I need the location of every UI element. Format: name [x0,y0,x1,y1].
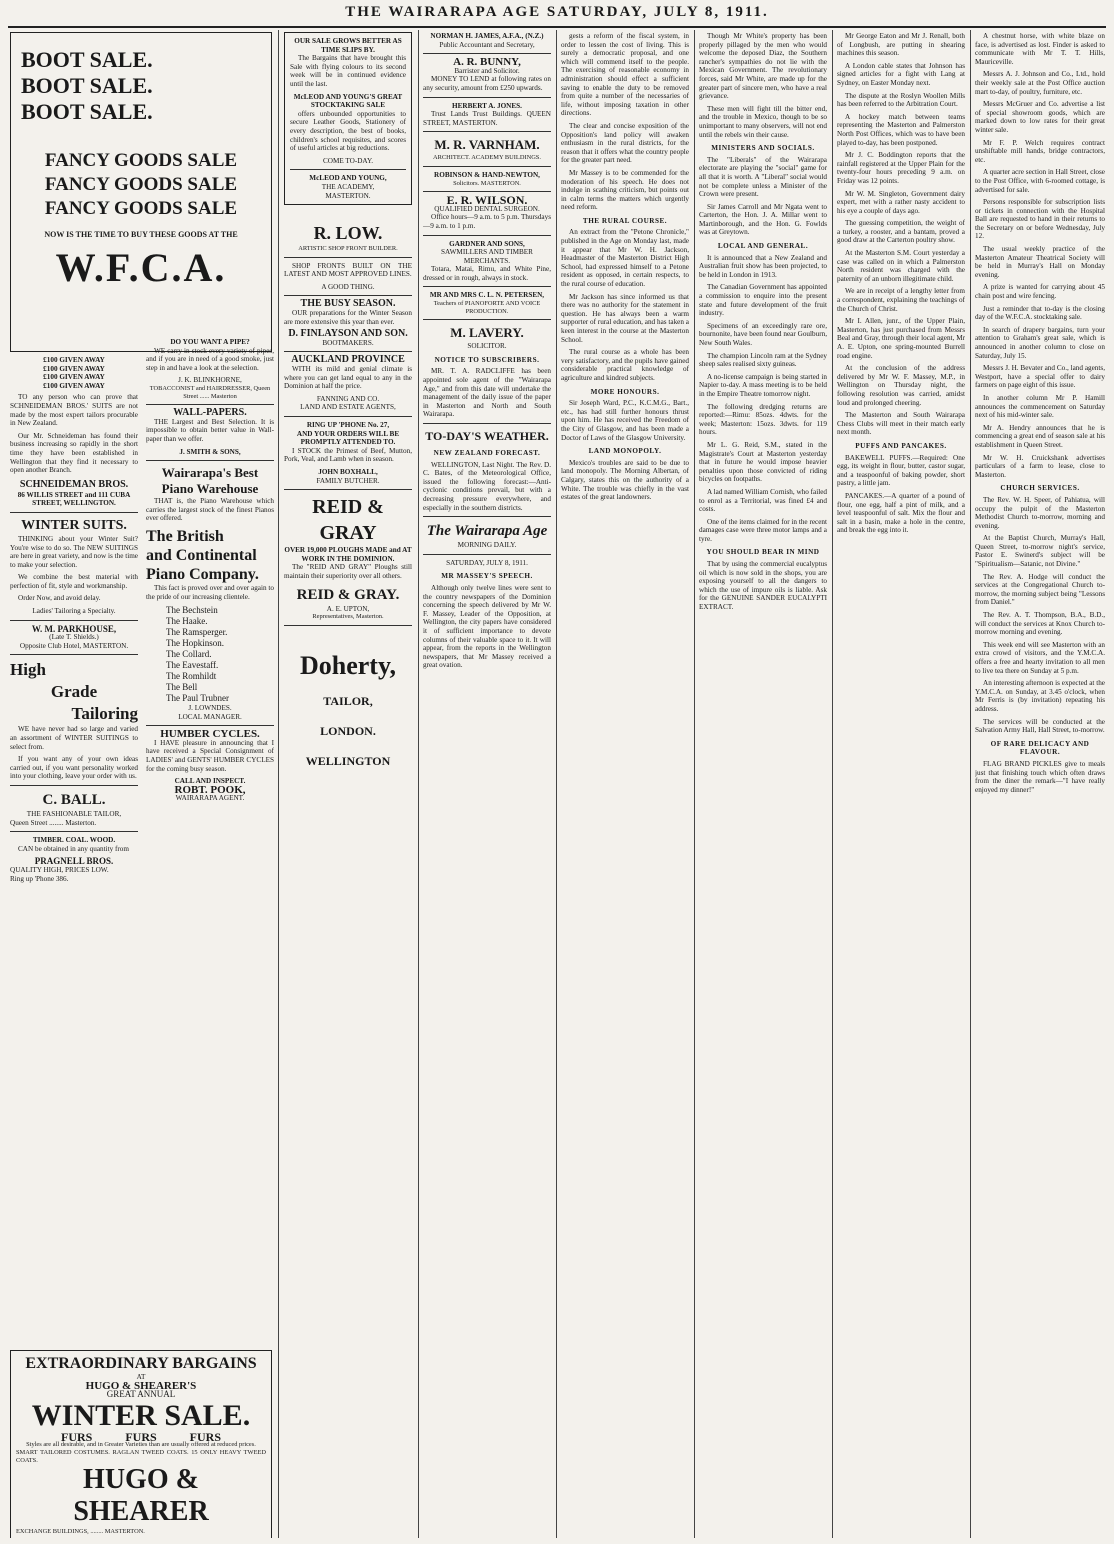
petersen-name: MR AND MRS C. L. N. PETERSEN, [429,291,545,300]
schneideman-text: TO any person who can prove that SCHNEIDEMAN BROS.' SUITS are not made by the most expert tailors procurable in New Zealand. [10,393,138,428]
giveaway-4: £100 GIVEN AWAY [43,381,105,390]
high-word: High [10,660,46,680]
notice-heading: NOTICE TO SUBSCRIBERS. [434,355,540,364]
column-divider [970,30,971,1538]
ministers-heading: MINISTERS AND SOCIALS. [711,144,815,153]
column-8: A chestnut horse, with white blaze on face, is advertised as lost. Finder is asked to communicate with Mr T. T. Hills, Mauriceville. Messrs A. J. Johnson and Co., Ltd., hold their weekly sale at the Post Office auction mart to-day, of poultry, furniture, etc. Messrs McGruer and Co. advertise a list of special showroom goods, which are marked down to low rates for their great winter sale. Mr F. P. Welch requires contract unshiftable mill hands, bridge contractors, etc. A quarter acre section in Hall Street, close to the Post Office, with 6-roomed cottage, is advertised for sale. Persons responsible for subscription lists or tickets in connection with the Hospital Ball are requested to hand in their returns to the Secretary on or before Wednesday, July 12. The usual weekly practice of the Masterton Amateur Theatrical Society will be held in Murray's Hall on Monday evening. A prize is wanted for carrying about 45 chain post and wire fencing. Just a reminder that to-day is the closing day of the W.F.C.A. stocktaking sale. In search of drapery bargains, turn your attention to Graham's great sale, which is announced in another column to close on Saturday, July 15. Messrs J. H. Bevater and Co., land agents, Westport, have a special offer to dairy farmers on page eight of this issue. In another column Mr P. Hamill announces the commencement on Saturday next of his mid-winter sale. Mr A. Hendry announces that he is commencing a great end of season sale at his establishment in Queen Street. Mr W. H. Cruickshank advertises particulars of a farm to lease, close to Masterton. CHURCH SERVICES. The Rev. W. H. Speer, of Pahiatua, will occupy the pulpit of the Masterton Methodist Church to-morrow, morning and evening. At the Baptist Church, Murray's Hall, Queen Street, to-morrow night's service, Pastor E. Swinerd's subject will be "Spiritualism—Satanic, not Divine." The Rev. A. Hodge will conduct the services at the Congregational Church to-morrow, the morning subject being "Lessons from Daniel." The Rev. A. T. Thompson, B.A., B.D., will conduct the services at Knox Church to-morrow morning and evening. This week end will see Masterton with an extra crowd of visitors, and the Y.M.C.A. offers a free and hearty invitation to all men to live tea there on Sunday at 5 p.m. An interesting afternoon is expected at the Y.M.C.A. on Sunday, at 3.45 o'clock, when Mr Ferris is (by invitation) repeating his address. The services will be conducted at the Salvation Army Hall, Hall Street, to-morrow. OF RARE DELICACY AND FLAVOUR. FLAG BRAND PICKLES give to meals just that finishing touch which often draws from the diner the remark—"I have really enjoyed my dinner!" [975,32,1105,794]
col1-left: £100 GIVEN AWAY £100 GIVEN AWAY £100 GIVEN AWAY £100 GIVEN AWAY TO any person who can prove that SCHNEIDEMAN BROS.' SUITS are not made by the most expert tailors procurable in New Zealand. Our Mr. Schneideman has found their business increasing so rapidly in the short time they have been established in Wellington that they find it necessary to open another Branch. SCHNEIDEMAN BROS. 86 WILLIS STREET and 111 CUBA STREET, WELLINGTON. WINTER SUITS. THINKING about your Winter Suit? You're wise to do so. The NEW SUITINGS are here in great variety, and now is the time to make your selection. We combine the best material with perfection of fit, style and workmanship. Order Now, and avoid delay. Ladies' Tailoring a Specialty. W. M. PARKHOUSE, (Late T. Shields.) Opposite Club Hotel, MASTERTON. High Grade Tailoring WE have never had so large and varied an assortment of WINTER SUITINGS to select from. If you want any of your own ideas carried out, if you want personality worked into your clothing, leave your order with us. C. BALL. THE FASHIONABLE TAILOR, Queen Street ........ Masterton. TIMBER. COAL. WOOD. CAN be obtained in any quantity from PRAGNELL BROS. QUALITY HIGH, PRICES LOW. Ring up 'Phone 386. [10,356,138,883]
ring-phone: RING UP 'PHONE No. 27, [306,421,390,429]
parkhouse-sub: (Late T. Shields.) [49,633,99,642]
doherty-name: Doherty, [299,650,397,680]
column-2: DO YOU WANT A PIPE? WE carry in stock every variety of pipes, and if you are in need of a good smoke, just step in and have a look at the selection. J. K. BLINKHORNE, TOBACCONIST and HAIRDRESSER, Queen Street ...... Masterton WALL-PAPERS. THE Largest and Best Selection. It is impossible to obtain better value in Wall-paper than we offer. J. SMITH & SONS, Wairarapa's Best Piano Warehouse THAT is, the Piano Warehouse which carries the largest stock of the finest Pianos ever offered. The British and Continental Piano Company. This fact is proved over and over again to the pride of our increasing clientele. The Bechstein The Haake. The Ramsperger. The Hopkinson. The Collard. The Eavestaff. The Romhildt The Bell The Paul Trubner J. LOWNDES. LOCAL MANAGER. HUMBER CYCLES. I HAVE pleasure in announcing that I have received a Special Consignment of LADIES' and GENTS' HUMBER CYCLES for the coming busy season. CALL AND INSPECT. ROBT. POOK, WAIRARAPA AGENT. [146,338,274,803]
schneideman-name: SCHNEIDEMAN BROS. [19,478,129,490]
parkhouse-addr: Opposite Club Hotel, MASTERTON. [19,641,129,650]
weather-heading: TO-DAY'S WEATHER. [425,429,549,443]
boot-sale-1: BOOT SALE. [21,47,153,72]
column-divider [418,30,419,1538]
piano-list-item: The Ramsperger. [166,627,228,638]
winter-suits-heading: WINTER SUITS. [21,517,127,533]
mcleod-heading: McLEOD AND YOUNG'S GREAT STOCKTAKING SALE [293,92,403,110]
mcleod-town: MASTERTON. [325,191,371,200]
reid-gray-1: REID & GRAY [312,496,384,545]
parkhouse-name: W. M. PARKHOUSE, [31,623,117,634]
auckland-heading: AUCKLAND PROVINCE [291,354,405,366]
academy: THE ACADEMY, [321,182,375,191]
giveaway-3: £100 GIVEN AWAY [43,373,105,382]
fanning-name: FANNING AND CO. [316,394,380,403]
call-inspect: CALL AND INSPECT. [174,777,246,786]
column-divider [556,30,557,1538]
furs-line: FURS FURS FURS [60,1429,221,1444]
at-text: AT [136,1373,146,1381]
mcleod-advert: OUR SALE GROWS BETTER AS TIME SLIPS BY. The Bargains that have brought this Sale with flying colours to its second week will be in continued evidence until the last. McLEOD AND YOUNG'S GREAT STOCKTAKING SALE offers unbounded opportunities to secure Leather Goods, Stationery of every description, the best of books, children's school requisites, and scores of useful articles at big reductions. COME TO-DAY. McLEOD AND YOUNG, THE ACADEMY, MASTERTON. [284,32,412,205]
column-4: NORMAN H. JAMES, A.F.A., (N.Z.) Public Accountant and Secretary, A. R. BUNNY, Barrister and Solicitor. MONEY TO LEND at following rates on any security, amount from £250 upwards. HERBERT A. JONES. Trust Lands Trust Buildings. QUEEN STREET, MASTERTON. M. R. VARNHAM. ARCHITECT. ACADEMY BUILDINGS. ROBINSON & HAND-NEWTON, Solicitors. MASTERTON. E. R. WILSON. QUALIFIED DENTAL SURGEON. Office hours—9 a.m. to 5 p.m. Thursdays—9 a.m. to 1 p.m. GARDNER AND SONS, SAWMILLERS AND TIMBER MERCHANTS. Totara, Matai, Rimu, and White Pine, dressed or in rough, always in stock. MR AND MRS C. L. N. PETERSEN, Teachers of PIANOFORTE AND VOICE PRODUCTION. M. LAVERY. SOLICITOR. NOTICE TO SUBSCRIBERS. MR. T. A. RADCLIFFE has been appointed sole agent of the "Wairarapa Age," and from this date will undertake the management of the daily issue of the paper in Masterton and North and South Wairarapa. TO-DAY'S WEATHER. NEW ZEALAND FORECAST. WELLINGTON, Last Night. The Rev. D. C. Bates, of the Meteorological Office, issued the following forecast:—Anti-cyclonic conditions prevail, but with a decreasing pressure everywhere, and especially in the southern districts. The Wairarapa Age MORNING DAILY. SATURDAY, JULY 8, 1911. MR MASSEY'S SPEECH. Although only twelve lines were sent to the country newspapers of the Dominion concerning the speech delivered by Mr W. F. Massey, Leader of the Opposition, at Wellington, the city papers have considered it of sufficient importance to devote columns of their valuable space to it. It will appear, from the reports in the Wellington newspapers, that Mr Massey received a great ovation. [423,32,551,670]
piano-list [166,605,274,704]
land-monopoly-heading: LAND MONOPOLY. [588,447,662,456]
jsmith-name: J. SMITH & SONS, [179,447,241,456]
doherty-wellington: WELLINGTON [305,753,391,768]
upton-sub: Representatives, Masterton. [312,613,384,621]
wairarapa-best: Wairarapa's Best [161,465,259,481]
piano-list-item: The Romhildt [166,671,217,682]
giveaway-1: £100 GIVEN AWAY [43,356,105,364]
mcleod-name: McLEOD AND YOUNG, [309,174,387,183]
pook-name: ROBT. POOK, [174,783,246,796]
finlayson-name: D. FINLAYSON AND SON. [288,328,408,340]
exchange-text: EXCHANGE BUILDINGS, ........ MASTERTON. [16,1528,145,1536]
buy-now-text: NOW IS THE TIME TO BUY THESE GOODS AT THE [44,230,238,239]
tailoring-word: Tailoring [71,704,138,724]
saturday-date: SATURDAY, JULY 8, 1911. [446,558,528,567]
rural-heading: THE RURAL COURSE. [582,216,668,225]
piano-list-item: The Eavestaff. [166,660,219,671]
puffs-heading: PUFFS AND PANCAKES. [855,441,947,450]
our-sale: OUR SALE GROWS BETTER AS TIME SLIPS BY. [294,37,402,54]
pragnell-name: PRAGNELL BROS. [34,856,114,867]
piano-list-item: The Collard. [166,649,212,660]
gardner-name: GARDNER AND SONS, [449,239,525,248]
orders-text: AND YOUR ORDERS WILL BE PROMPTLY ATTENDED TO. [296,429,400,447]
family-butcher: FAMILY BUTCHER. [316,476,380,485]
blinkhorne-name: J. K. BLINKHORNE, [178,376,242,385]
upton-name: A. E. UPTON, [326,604,370,613]
column-divider [694,30,695,1538]
masthead: THE WAIRARAPA AGE SATURDAY, JULY 8, 1911. [345,4,769,20]
wfca-advert [10,32,272,352]
fancy-goods-2: FANCY GOODS SALE [44,174,238,195]
winter-sale-heading: WINTER SALE. [31,1398,251,1432]
hugo-shearer-advert: EXTRAORDINARY BARGAINS AT HUGO & SHEARER'S GREAT ANNUAL WINTER SALE. FURS FURS FURS Styles are all desirable, and in Greater Varieties than are usually offered at reduced prices. SMART TAILORED COSTUMES. RAGLAN TWEED COATS. 15 ONLY HEAVY TWEED COATS. HUGO & SHEARER EXCHANGE BUILDINGS, ........ MASTERTON. [10,1350,272,1538]
fancy-goods-1: FANCY GOODS SALE [44,150,238,171]
humber-heading: HUMBER CYCLES. [160,728,260,741]
continental-heading: and Continental [146,546,257,564]
column-7: Mr George Eaton and Mr J. Renall, both of Longbush, are putting in shearing machines this season. A London cable states that Johnson has signed articles for a fight with Lang at Sydney, on Easter Monday next. The dispute at the Roslyn Woollen Mills has been referred to the Arbitration Court. A hockey match between teams representing the Masterton and Palmerston North Post Offices, which was to have been played to-day, has been postponed. Mr J. C. Boddington reports that the rainfall registered at the Upper Plain for the twenty-four hours preceding 9 a.m. on Friday was 12 points. Mr W. M. Singleton, Government dairy expert, met with a rather nasty accident to his eye a couple of days ago. The guessing competition, the weight of a turkey, a rooster, and a bantam, proved a good draw at the Carterton poultry show. At the Masterton S.M. Court yesterday a case was called on in which a Palmerston North resident was charged with the paternity of an unborn illegitimate child. We are in receipt of a lengthy letter from a correspondent, explaining the teachings of the Church of Christ. Mr I. Allen, junr., of the Upper Plain, Masterton, has just purchased from Messrs Beal and Gray, through their local agent, Mr A. E. Upton, one spring-mounted Burrell road engine. At the conclusion of the address delivered by Mr W. F. Massey, M.P., in Wellington on Thursday night, the following resolution was carried, amidst loud and prolonged cheering. The Masterton and South Wairarapa Chess Clubs will meet in their match early next month. PUFFS AND PANCAKES. BAKEWELL PUFFS.—Required: One egg, its weight in flour, butter, castor sugar, and a teaspoonful of baking powder, short pastry, a little jam. PANCAKES.—A quarter of a pound of flour, one egg, half a pint of milk, and a level teaspoonful of salt. Mix the flour and salt in a basin, make a hole in the centre, and break the egg into it. [837,32,965,535]
varnham-name: M. R. VARNHAM. [434,137,540,153]
extraordinary-bargains: EXTRAORDINARY BARGAINS [25,1355,257,1372]
lavery-name: M. LAVERY. [450,325,524,341]
nz-forecast: NEW ZEALAND FORECAST. [433,449,541,457]
schneideman-addr: 86 WILLIS STREET and 111 CUBA STREET, WELLINGTON. [17,490,131,508]
tailoring-text: WE have never had so large and varied an assortment of WINTER SUITINGS to select from. [10,725,138,751]
piano-list-item: The Paul Trubner [166,693,229,704]
rlow-sub: ARTISTIC SHOP FRONT BUILDER. [298,245,398,253]
piano-list-item: The Bechstein [166,605,218,616]
rare-heading: OF RARE DELICACY AND FLAVOUR. [990,739,1090,757]
busy-season: THE BUSY SEASON. [300,298,396,310]
shop-fronts: SHOP FRONTS BUILT ON THE LATEST AND MOST APPROVED LINES. [284,261,412,279]
jones-name: HERBERT A. JONES. [452,101,522,110]
dental-text: QUALIFIED DENTAL SURGEON. [434,204,540,213]
quality-text: QUALITY HIGH, PRICES LOW. [10,865,109,874]
lowndes-name: J. LOWNDES. [188,704,232,713]
ladies-text: Ladies' Tailoring a Specialty. [32,607,116,616]
bunny-sub: Barrister and Solicitor. [454,66,520,75]
local-heading: LOCAL AND GENERAL. [717,242,809,251]
doherty-tailor: TAILOR, [323,693,373,708]
pipe-heading: DO YOU WANT A PIPE? [170,338,250,346]
boxhall-name: JOHN BOXHALL, [318,467,378,476]
sawmillers: SAWMILLERS AND TIMBER MERCHANTS. [441,248,533,265]
giveaway-2: £100 GIVEN AWAY [43,364,105,373]
timber-heading: TIMBER. COAL. WOOD. [32,836,116,845]
bargains-text: The Bargains that have brought this Sale with flying colours to its second week will be in continued evidence until the last. [290,54,406,88]
bootmakers: BOOTMAKERS. [322,338,374,347]
ploughs-text: OVER 19,000 PLOUGHS MADE and AT WORK IN THE DOMINION. [284,546,412,563]
cball-name: C. BALL. [42,792,106,808]
piano-list-item: The Bell [166,682,198,693]
james-sub: Public Accountant and Secretary, [439,40,535,49]
wairarapa-age-logo: The Wairarapa Age [426,523,548,540]
british-heading: The British [146,527,224,545]
robinson-name: ROBINSON & HAND-NEWTON, [434,170,540,179]
column-5: gests a reform of the fiscal system, in order to lessen the cost of living. This is surely a democratic proposal, and one which will commend itself to the people. The exercising of reasonable economy in administration should effect a sufficient saving to enable the duty to be removed from quite a number of the necessaries of life, without imposing taxation in other directions. The clear and concise exposition of the Opposition's land policy will awaken enthusiasm in the rural districts, for the reason that it offers what the country people for the greater part need. Mr Massey is to be commended for the moderation of his speech. He does not indulge in scathing criticism, but points out in calm terms the matters which urgently need reform. THE RURAL COURSE. An extract from the "Petone Chronicle," published in the Age on Monday last, made it appear that Mr W. H. Jackson, Headmaster of the Masterton District High School, had expressed himself to a Petone resident as opposed, in certain respects, to the rural course of education. Mr Jackson has since informed us that there was no authority for the statement in question. He has always been a warm supporter of rural education, and has taken a keen interest in the course at the Masterton School. The rural course as a whole has been very satisfactory, and the pupils have gained considerable practical knowledge of agriculture and kindred subjects. MORE HONOURS. Sir Joseph Ward, P.C., K.C.M.G., Bart., etc., has had still further honours thrust upon him. He has received the Freedom of the City of Glasgow, and has been made a Doctor of Laws of the Glasgow University. LAND MONOPOLY. Mexico's troubles are said to be due to land monopoly. The Morning Albertan, of Calgary, states this on the authority of a White. The trouble was chiefly in the vast estates of the great landowners. [561,32,689,502]
good-thing: A GOOD THING. [321,282,375,291]
great-annual: GREAT ANNUAL [106,1389,176,1400]
massey-heading: MR MASSEY'S SPEECH. [441,572,533,581]
land-agents: LAND AND ESTATE AGENTS, [300,403,396,412]
rlow-name: R. LOW. [313,223,383,244]
wfca-logo: W.F.C.A. [55,244,227,290]
bunny-name: A. R. BUNNY, [453,56,521,69]
column-divider [832,30,833,1538]
piano-list-item: The Haake. [166,616,208,627]
top-rule [8,26,1106,28]
column-6: Though Mr White's property has been properly pillaged by the men who would welcome the deposed Diaz, the Southern rancher's sympathies do not lie with the Mexican Government. The revolutionary forces, said Mr White, are made up for the greater part of sincere men, who have a real grievance. These men will fight till the bitter end, and the trouble in Mexico, though to be so unimportant to many observers, will not end until the rebels win their cause. MINISTERS AND SOCIALS. The "Liberals" of the Wairarapa electorate are playing the "social" game for all that it is worth. A "Liberal" social would not be complete unless a Minister of the Crown were present. Sir James Carroll and Mr Ngata went to Carterton, the Hon. J. A. Millar went to Martinborough, and the Hon. G. Fowlds was at Greytown. LOCAL AND GENERAL. It is announced that a New Zealand and Australian fruit show has been projected, to be held in London in 1913. The Canadian Government has appointed a commission to enquire into the present state and future development of the fruit industry. Specimens of an exceedingly rare ore, bournonite, have been found near Goulburn, New South Wales. The champion Lincoln ram at the Sydney sheep sales realised sixty guineas. A no-license campaign is being started in Napier to-day. A mass meeting is to be held in the Empire Theatre tomorrow night. The following dredging returns are reported:—Rimu: 85ozs. 4dwts. for the week; Masterton: 15ozs. 3dwts. for 119 hours. Mr L. G. Reid, S.M., stated in the Magistrate's Court at Masterton yesterday that in future he would impose heavier penalties upon those convicted of riding bicycles on footpaths. A lad named William Cornish, who failed to enrol as a Territorial, was fined £4 and costs. One of the items claimed for in the recent damages case were three motor lamps and a tyre. YOU SHOULD BEAR IN MIND That by using the commercial eucalyptus oil which is now sold in the shops, you are exposing yourself to all the dangers to which the use of impure oils is liable. Ask for the GENUINE SANDER EUCALYPTI EXTRACT. [699,32,827,612]
wallpapers-heading: WALL-PAPERS. [173,407,247,419]
honours-heading: MORE HONOURS. [590,387,660,396]
morning-daily: MORNING DAILY. [457,541,517,550]
church-heading: CHURCH SERVICES. [1000,484,1080,493]
ring-text: Ring up 'Phone 386. [10,874,69,883]
come-today: COME TO-DAY. [322,156,374,165]
piano-warehouse: Piano Warehouse [161,481,259,497]
piano-list-item: The Hopkinson. [166,638,224,649]
cball-sub: THE FASHIONABLE TAILOR, [26,810,122,818]
piano-company-heading: Piano Company. [146,565,259,583]
hugo-big-logo: HUGO & SHEARER [73,1464,209,1528]
grade-word: Grade [50,682,98,702]
column-divider [278,30,279,1538]
doherty-london: LONDON. [320,723,376,738]
boot-sale-3: BOOT SALE. [21,99,153,124]
reid-gray-2: REID & GRAY. [296,586,400,603]
cball-addr: Queen Street ........ Masterton. [10,818,97,827]
pook-addr: WAIRARAPA AGENT. [175,794,245,803]
fancy-goods-3: FANCY GOODS SALE [44,198,238,219]
lavery-sub: SOLICITOR. [467,342,507,351]
column-3: OUR SALE GROWS BETTER AS TIME SLIPS BY. The Bargains that have brought this Sale with flying colours to its second week will be in continued evidence until the last. McLEOD AND YOUNG'S GREAT STOCKTAKING SALE offers unbounded opportunities to secure Leather Goods, Stationery of every description, the best of books, children's school requisites, and scores of useful articles at big reductions. COME TO-DAY. McLEOD AND YOUNG, THE ACADEMY, MASTERTON. R. LOW. ARTISTIC SHOP FRONT BUILDER. SHOP FRONTS BUILT ON THE LATEST AND MOST APPROVED LINES. A GOOD THING. THE BUSY SEASON. OUR preparations for the Winter Season are more extensive this year than ever. D. FINLAYSON AND SON. BOOTMAKERS. AUCKLAND PROVINCE WITH its mild and genial climate is where you can get land equal to any in the Dominion at half the price. FANNING AND CO. LAND AND ESTATE AGENTS, RING UP 'PHONE No. 27, AND YOUR ORDERS WILL BE PROMPTLY ATTENDED TO. I STOCK the Primest of Beef, Mutton, Pork, Veal, and Lamb when in season. JOHN BOXHALL, FAMILY BUTCHER. REID & GRAY OVER 19,000 PLOUGHS MADE and AT WORK IN THE DOMINION. The "REID AND GRAY" Ploughs still maintain their superiority over all others. REID & GRAY. A. E. UPTON, Representatives, Masterton. Doherty, TAILOR, LONDON. WELLINGTON [284,32,412,1538]
james-name: NORMAN H. JAMES, A.F.A., (N.Z.) [430,32,544,40]
wilson-name: E. R. WILSON. [446,193,528,208]
hugo-great: HUGO & SHEARER'S [85,1379,197,1392]
boot-sale-2: BOOT SALE. [21,73,153,98]
remember-heading: YOU SHOULD BEAR IN MIND [706,548,820,557]
winter-suits-text: THINKING about your Winter Suit? You're wise to do so. The NEW SUITINGS are here in great variety, and now is the time to make your selection. [10,534,138,569]
local-manager: LOCAL MANAGER. [178,712,242,721]
